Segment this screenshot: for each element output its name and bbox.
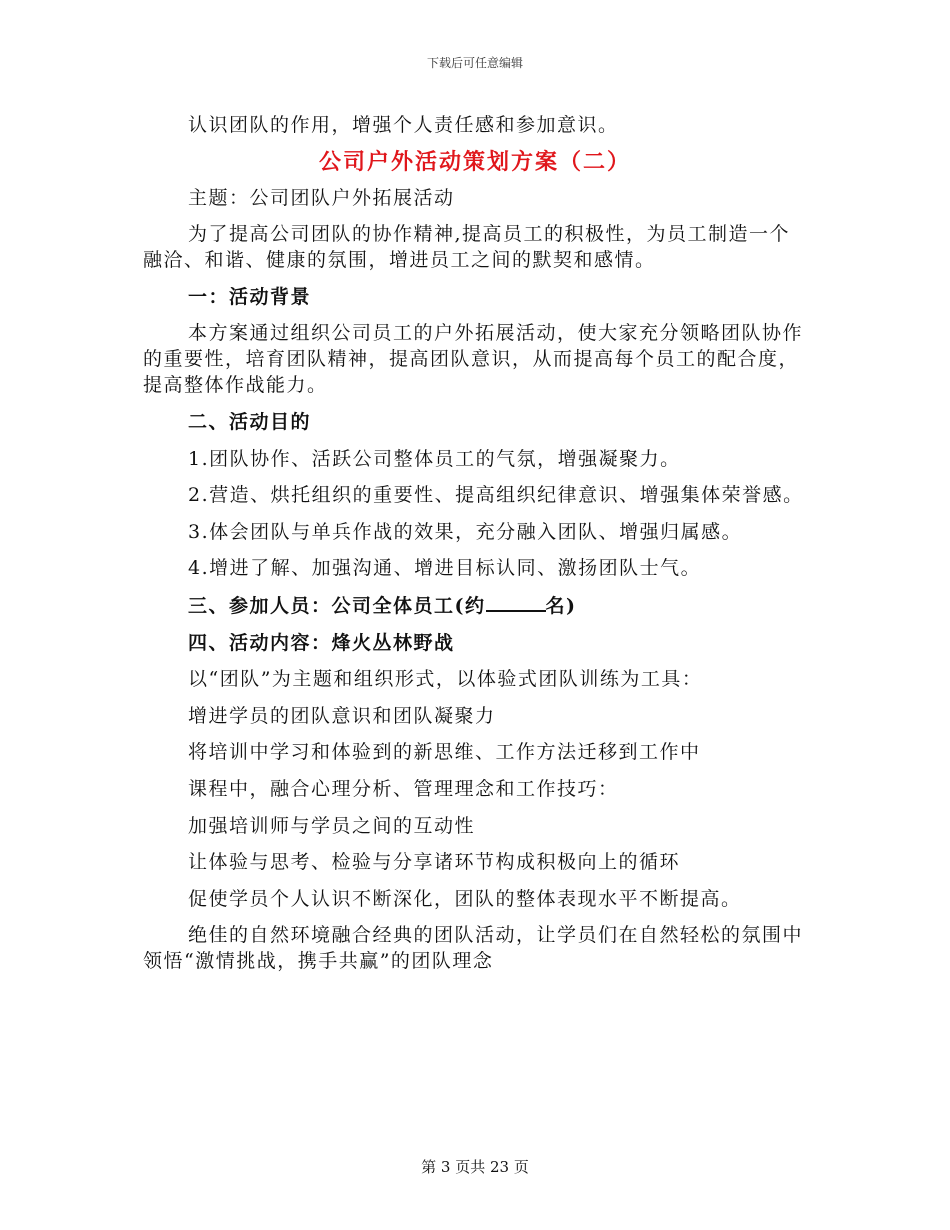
paragraph-continuation: 认识团队的作用，增强个人责任感和参加意识。 — [188, 114, 619, 136]
content-line-4: 课程中，融合心理分析、管理理念和工作技巧： — [188, 777, 619, 800]
purpose-item-3: 3.体会团队与单兵作战的效果，充分融入团队、增强归属感。 — [188, 520, 743, 543]
document-title: 公司户外活动策划方案（二） — [318, 148, 631, 175]
content-line-5: 加强培训师与学员之间的互动性 — [188, 814, 476, 837]
page-footer: 第 3 页共 23 页 — [421, 1158, 529, 1176]
participants-suffix: 名) — [545, 594, 577, 617]
section-heading-participants — [143, 592, 807, 619]
content-line-6: 让体验与思考、检验与分享诸环节构成积极向上的循环 — [188, 851, 681, 874]
background-paragraph: 本方案通过组织公司员工的户外拓展活动，使大家充分领略团队协作的重要性，培育团队精神，提高团队意识，从而提高每个员工的配合度，提高整体作战能力。 — [143, 322, 804, 397]
intro-paragraph: 为了提高公司团队的协作精神,提高员工的积极性，为员工制造一个融洽、和谐、健康的氛围，增进员工之间的默契和感情。 — [143, 223, 791, 272]
content-line-8: 绝佳的自然环境融合经典的团队活动，让学员们在自然轻松的氛围中领悟“激情挑战，携手共赢”的团队理念 — [143, 924, 804, 973]
theme-line: 主题：公司团队户外拓展活动 — [188, 186, 455, 209]
section-heading-purpose: 二、活动目的 — [188, 410, 312, 433]
participants-prefix: 三、参加人员：公司全体员工(约 — [188, 594, 486, 617]
header-note: 下载后可任意编辑 — [426, 56, 523, 70]
content-line-2: 增进学员的团队意识和团队凝聚力 — [188, 704, 496, 727]
section-heading-background: 一：活动背景 — [188, 285, 312, 308]
content-line-3: 将培训中学习和体验到的新思维、工作方法迁移到工作中 — [188, 741, 701, 764]
document-body — [143, 112, 807, 985]
content-line-1: 以“团队”为主题和组织形式，以体验式团队训练为工具： — [188, 668, 703, 691]
participants-blank — [486, 592, 546, 612]
content-line-7: 促使学员个人认识不断深化，团队的整体表现水平不断提高。 — [188, 887, 742, 910]
purpose-item-1: 1.团队协作、活跃公司整体员工的气氛，增强凝聚力。 — [188, 447, 681, 470]
purpose-item-4: 4.增进了解、加强沟通、增进目标认同、激扬团队士气。 — [188, 557, 702, 580]
purpose-item-2: 2.营造、烘托组织的重要性、提高组织纪律意识、增强集体荣誉感。 — [188, 484, 804, 507]
section-heading-content: 四、活动内容：烽火丛林野战 — [188, 631, 455, 654]
